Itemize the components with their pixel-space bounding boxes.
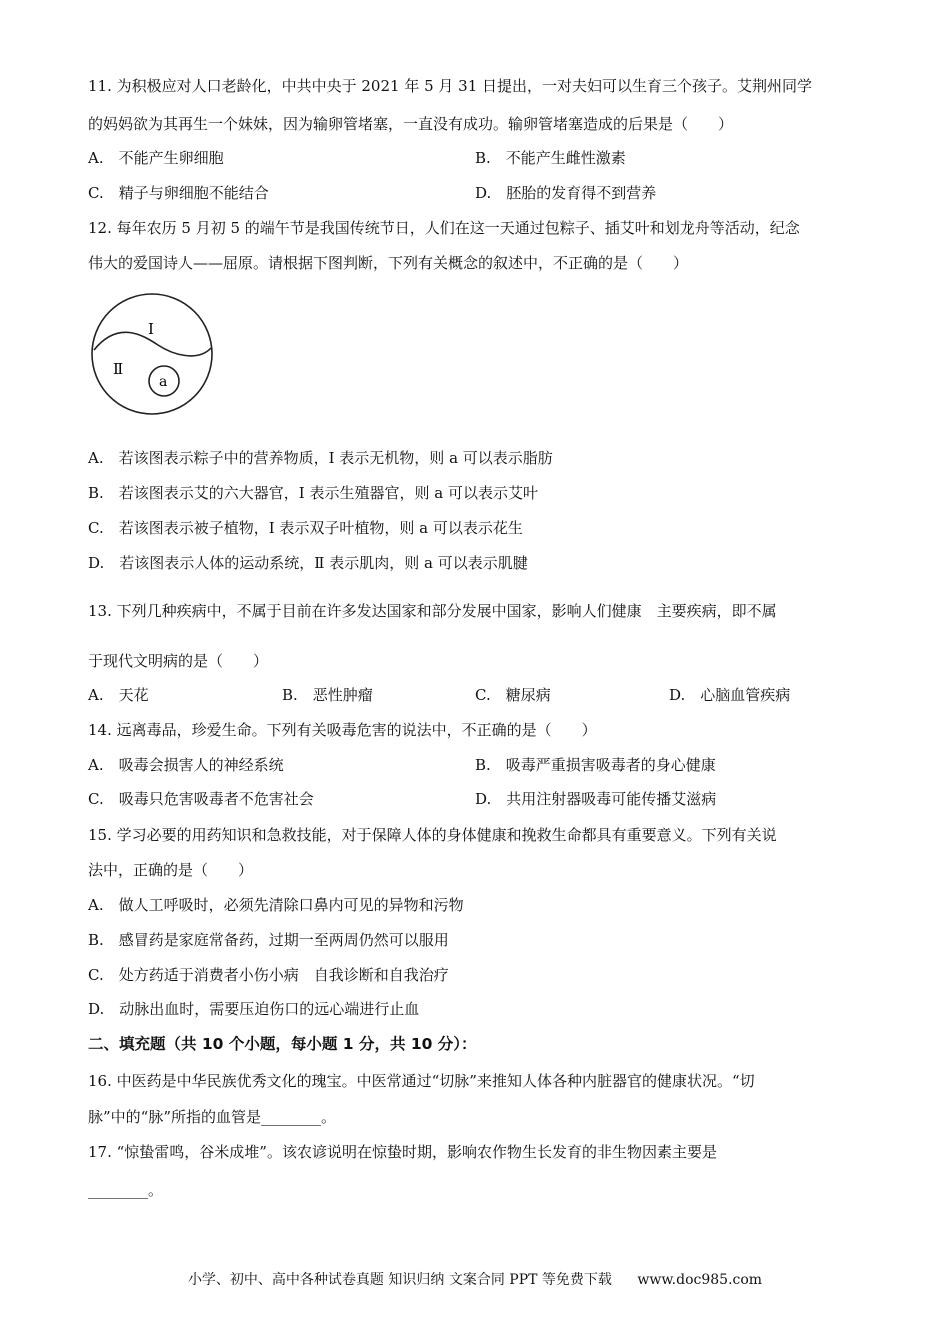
footer-link[interactable]: www.doc985.com [637, 1272, 763, 1288]
q15-stem-line1: 15. 学习必要的用药知识和急救技能，对于保障人体的身体健康和挽救生命都具有重要意义。下列有关说 [88, 826, 777, 844]
q13-option-b: B. 恶性肿瘤 [282, 686, 373, 704]
q17-stem-line2: ________。 [88, 1181, 164, 1199]
q11-option-a: A. 不能产生卵细胞 [88, 149, 224, 167]
q12-option-a: A. 若该图表示粽子中的营养物质，I 表示无机物，则 a 可以表示脂肪 [88, 449, 553, 467]
q12-stem-line1: 12. 每年农历 5 月初 5 的端午节是我国传统节日，人们在这一天通过包粽子、插艾叶和划龙舟等活动，纪念 [88, 219, 800, 237]
q14-option-b: B. 吸毒严重损害吸毒者的身心健康 [475, 756, 716, 774]
q13-stem-line1: 13. 下列几种疾病中，不属于目前在许多发达国家和部分发展中国家，影响人们健康 主要疾病，即不属 [88, 602, 777, 620]
q15-option-a: A. 做人工呼吸时，必须先清除口鼻内可见的异物和污物 [88, 896, 464, 914]
q13-stem-line2: 于现代文明病的是（ ） [88, 652, 269, 670]
q14-stem: 14. 远离毒品，珍爱生命。下列有关吸毒危害的说法中，不正确的是（ ） [88, 721, 597, 739]
region-label-II: Ⅱ [113, 360, 124, 378]
q14-option-d: D. 共用注射器吸毒可能传播艾滋病 [475, 790, 717, 808]
q13-option-c: C. 糖尿病 [475, 686, 551, 704]
section-2-heading: 二、填充题（共 10 个小题，每小题 1 分，共 10 分）： [88, 1035, 477, 1053]
q11-option-d: D. 胚胎的发育得不到营养 [475, 184, 657, 202]
q15-option-c: C. 处方药适于消费者小伤小病 自我诊断和自我治疗 [88, 966, 449, 984]
q12-option-c: C. 若该图表示被子植物，I 表示双子叶植物，则 a 可以表示花生 [88, 519, 523, 537]
q11-option-b: B. 不能产生雌性激素 [475, 149, 626, 167]
q12-stem-line2: 伟大的爱国诗人——屈原。请根据下图判断，下列有关概念的叙述中，不正确的是（ ） [88, 254, 689, 272]
q13-option-d: D. 心脑血管疾病 [669, 686, 791, 704]
region-label-a: a [159, 374, 168, 390]
q12-option-b: B. 若该图表示艾的六大器官，I 表示生殖器官，则 a 可以表示艾叶 [88, 484, 538, 502]
q16-stem-line1: 16. 中医药是中华民族优秀文化的瑰宝。中医常通过“切脉”来推知人体各种内脏器官的健康状况。“切 [88, 1072, 755, 1090]
q14-option-a: A. 吸毒会损害人的神经系统 [88, 756, 284, 774]
q15-option-b: B. 感冒药是家庭常备药，过期一至两周仍然可以服用 [88, 931, 449, 949]
q13-option-a: A. 天花 [88, 686, 149, 704]
footer-text: 小学、初中、高中各种试卷真题 知识归纳 文案合同 PPT 等免费下载 [187, 1272, 612, 1288]
q17-stem-line1: 17. “惊蛰雷鸣，谷米成堆”。该农谚说明在惊蛰时期，影响农作物生长发育的非生物因素主要是 [88, 1143, 717, 1161]
q15-stem-line2: 法中，正确的是（ ） [88, 861, 254, 879]
region-label-I: Ⅰ [148, 320, 154, 338]
q16-stem-line2: 脉”中的“脉”所指的血管是________。 [88, 1108, 337, 1126]
q15-option-d: D. 动脉出血时，需要压迫伤口的远心端进行止血 [88, 1000, 420, 1018]
outer-circle [92, 294, 212, 414]
page-footer [0, 1269, 950, 1289]
q11-option-c: C. 精子与卵细胞不能结合 [88, 184, 269, 202]
q11-stem-line1: 11. 为积极应对人口老龄化，中共中央于 2021 年 5 月 31 日提出，一对夫妇可以生育三个孩子。艾荆州同学 [88, 77, 813, 95]
q12-concept-diagram [88, 290, 228, 420]
q14-option-c: C. 吸毒只危害吸毒者不危害社会 [88, 790, 314, 808]
q11-stem-line2: 的妈妈欲为其再生一个妹妹，因为输卵管堵塞，一直没有成功。输卵管堵塞造成的后果是（ ） [88, 115, 734, 133]
q12-option-d: D. 若该图表示人体的运动系统，Ⅱ 表示肌肉，则 a 可以表示肌腱 [88, 554, 528, 572]
